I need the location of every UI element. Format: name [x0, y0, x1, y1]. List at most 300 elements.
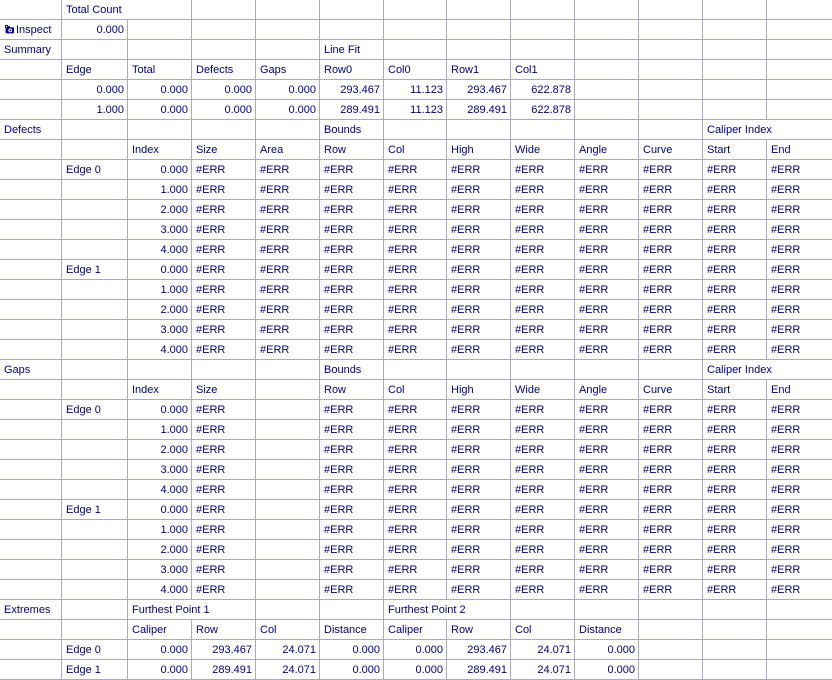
err-cell[interactable] [256, 340, 320, 360]
col-label[interactable] [256, 620, 320, 640]
err-cell[interactable] [511, 580, 575, 600]
err-cell[interactable] [447, 580, 511, 600]
value-cell[interactable] [511, 80, 575, 100]
value-cell[interactable] [384, 640, 447, 660]
err-cell[interactable] [384, 300, 447, 320]
value-cell[interactable] [128, 500, 192, 520]
cell[interactable] [256, 580, 320, 600]
high-label[interactable] [447, 380, 511, 400]
value-cell[interactable] [128, 660, 192, 680]
furthest-point-1-label[interactable] [128, 600, 256, 620]
err-cell[interactable] [320, 480, 384, 500]
err-cell[interactable] [767, 560, 832, 580]
cell[interactable] [767, 0, 832, 20]
err-cell[interactable] [575, 540, 639, 560]
err-cell[interactable] [511, 220, 575, 240]
cell[interactable] [0, 80, 62, 100]
cell[interactable] [575, 0, 639, 20]
err-cell[interactable] [575, 320, 639, 340]
err-cell[interactable] [384, 440, 447, 460]
err-cell[interactable] [639, 180, 703, 200]
err-cell[interactable] [575, 420, 639, 440]
err-cell[interactable] [192, 400, 256, 420]
cell[interactable] [62, 340, 128, 360]
err-cell[interactable] [192, 580, 256, 600]
value-cell[interactable] [511, 660, 575, 680]
cell[interactable] [767, 660, 832, 680]
bounds-label[interactable] [320, 360, 384, 380]
cell[interactable] [0, 340, 62, 360]
err-cell[interactable] [639, 520, 703, 540]
err-cell[interactable] [703, 540, 767, 560]
err-cell[interactable] [575, 220, 639, 240]
edge-0-label[interactable] [62, 640, 128, 660]
cell[interactable] [62, 480, 128, 500]
err-cell[interactable] [192, 540, 256, 560]
err-cell[interactable] [639, 160, 703, 180]
value-cell[interactable] [62, 100, 128, 120]
err-cell[interactable] [192, 260, 256, 280]
err-cell[interactable] [447, 260, 511, 280]
value-cell[interactable] [128, 480, 192, 500]
err-cell[interactable] [384, 420, 447, 440]
cell[interactable] [703, 100, 767, 120]
cell[interactable] [62, 280, 128, 300]
cell[interactable] [62, 240, 128, 260]
row1-label[interactable] [447, 60, 511, 80]
err-cell[interactable] [256, 220, 320, 240]
err-cell[interactable] [320, 220, 384, 240]
cell[interactable] [62, 580, 128, 600]
err-cell[interactable] [767, 400, 832, 420]
err-cell[interactable] [767, 460, 832, 480]
err-cell[interactable] [320, 500, 384, 520]
end-label[interactable] [767, 380, 832, 400]
err-cell[interactable] [256, 180, 320, 200]
err-cell[interactable] [384, 220, 447, 240]
cell[interactable] [511, 20, 575, 40]
cell[interactable] [639, 600, 703, 620]
summary-label[interactable] [0, 40, 62, 60]
err-cell[interactable] [639, 220, 703, 240]
value-cell[interactable] [128, 200, 192, 220]
cell[interactable] [384, 0, 447, 20]
err-cell[interactable] [767, 440, 832, 460]
extremes-label[interactable] [0, 600, 62, 620]
err-cell[interactable] [767, 220, 832, 240]
err-cell[interactable] [575, 160, 639, 180]
cell[interactable] [511, 600, 575, 620]
cell[interactable] [767, 20, 832, 40]
err-cell[interactable] [320, 540, 384, 560]
cell[interactable] [0, 420, 62, 440]
value-cell[interactable] [447, 660, 511, 680]
cell[interactable] [703, 640, 767, 660]
value-cell[interactable] [192, 100, 256, 120]
err-cell[interactable] [320, 420, 384, 440]
cell[interactable] [511, 120, 575, 140]
cell[interactable] [0, 460, 62, 480]
err-cell[interactable] [447, 560, 511, 580]
cell[interactable] [767, 600, 832, 620]
err-cell[interactable] [256, 300, 320, 320]
err-cell[interactable] [575, 460, 639, 480]
value-cell[interactable] [128, 180, 192, 200]
value-cell[interactable] [128, 520, 192, 540]
err-cell[interactable] [511, 160, 575, 180]
cell[interactable] [639, 100, 703, 120]
col1-label[interactable] [511, 60, 575, 80]
edge-label[interactable] [62, 60, 128, 80]
value-cell[interactable] [320, 100, 384, 120]
value-cell[interactable] [575, 640, 639, 660]
value-cell[interactable] [62, 20, 128, 40]
err-cell[interactable] [639, 440, 703, 460]
defects-label[interactable] [192, 60, 256, 80]
cell[interactable] [0, 520, 62, 540]
cell[interactable] [639, 60, 703, 80]
err-cell[interactable] [447, 340, 511, 360]
cell[interactable] [0, 240, 62, 260]
err-cell[interactable] [639, 400, 703, 420]
cell[interactable] [0, 260, 62, 280]
err-cell[interactable] [256, 160, 320, 180]
edge-1-label[interactable] [62, 660, 128, 680]
cell[interactable] [192, 120, 256, 140]
value-cell[interactable] [128, 160, 192, 180]
area-label[interactable] [256, 140, 320, 160]
cell[interactable] [128, 360, 192, 380]
err-cell[interactable] [192, 480, 256, 500]
cell[interactable] [0, 400, 62, 420]
cell[interactable] [384, 40, 447, 60]
value-cell[interactable] [256, 640, 320, 660]
err-cell[interactable] [384, 480, 447, 500]
err-cell[interactable] [639, 540, 703, 560]
cell[interactable] [256, 380, 320, 400]
err-cell[interactable] [320, 260, 384, 280]
err-cell[interactable] [767, 240, 832, 260]
err-cell[interactable] [320, 520, 384, 540]
cell[interactable] [703, 600, 767, 620]
col0-label[interactable] [384, 60, 447, 80]
cell[interactable] [703, 660, 767, 680]
value-cell[interactable] [192, 80, 256, 100]
err-cell[interactable] [320, 160, 384, 180]
err-cell[interactable] [575, 200, 639, 220]
cell[interactable] [62, 600, 128, 620]
err-cell[interactable] [511, 180, 575, 200]
err-cell[interactable] [511, 200, 575, 220]
cell[interactable] [62, 120, 128, 140]
cell[interactable] [575, 40, 639, 60]
cell[interactable] [703, 0, 767, 20]
err-cell[interactable] [639, 280, 703, 300]
cell[interactable] [0, 640, 62, 660]
err-cell[interactable] [767, 180, 832, 200]
wide-label[interactable] [511, 380, 575, 400]
err-cell[interactable] [767, 580, 832, 600]
value-cell[interactable] [511, 100, 575, 120]
cell[interactable] [256, 40, 320, 60]
err-cell[interactable] [320, 180, 384, 200]
cell[interactable] [256, 560, 320, 580]
value-cell[interactable] [128, 540, 192, 560]
err-cell[interactable] [447, 400, 511, 420]
cell[interactable] [0, 500, 62, 520]
wide-label[interactable] [511, 140, 575, 160]
cell[interactable] [0, 200, 62, 220]
cell[interactable] [767, 100, 832, 120]
value-cell[interactable] [128, 100, 192, 120]
cell[interactable] [320, 0, 384, 20]
err-cell[interactable] [192, 320, 256, 340]
err-cell[interactable] [767, 500, 832, 520]
err-cell[interactable] [384, 160, 447, 180]
err-cell[interactable] [192, 420, 256, 440]
err-cell[interactable] [575, 500, 639, 520]
err-cell[interactable] [384, 580, 447, 600]
err-cell[interactable] [256, 260, 320, 280]
size-label[interactable] [192, 380, 256, 400]
caliper-label[interactable] [128, 620, 192, 640]
cell[interactable] [767, 640, 832, 660]
err-cell[interactable] [575, 400, 639, 420]
err-cell[interactable] [192, 180, 256, 200]
caliper-index-label[interactable] [703, 120, 832, 140]
angle-label[interactable] [575, 140, 639, 160]
cell[interactable] [256, 600, 320, 620]
curve-label[interactable] [639, 380, 703, 400]
cell[interactable] [0, 440, 62, 460]
err-cell[interactable] [703, 420, 767, 440]
index-label[interactable] [128, 140, 192, 160]
err-cell[interactable] [320, 340, 384, 360]
err-cell[interactable] [767, 280, 832, 300]
cell[interactable] [62, 620, 128, 640]
cell[interactable] [62, 300, 128, 320]
err-cell[interactable] [639, 500, 703, 520]
err-cell[interactable] [511, 440, 575, 460]
cell[interactable] [256, 540, 320, 560]
err-cell[interactable] [639, 260, 703, 280]
cell[interactable] [62, 140, 128, 160]
err-cell[interactable] [384, 320, 447, 340]
cell[interactable] [575, 360, 639, 380]
high-label[interactable] [447, 140, 511, 160]
err-cell[interactable] [703, 280, 767, 300]
err-cell[interactable] [192, 340, 256, 360]
value-cell[interactable] [447, 80, 511, 100]
value-cell[interactable] [128, 260, 192, 280]
err-cell[interactable] [384, 400, 447, 420]
value-cell[interactable] [128, 340, 192, 360]
err-cell[interactable] [511, 260, 575, 280]
err-cell[interactable] [192, 560, 256, 580]
distance-label[interactable] [320, 620, 384, 640]
gaps-label[interactable] [0, 360, 62, 380]
err-cell[interactable] [384, 180, 447, 200]
err-cell[interactable] [384, 200, 447, 220]
err-cell[interactable] [767, 160, 832, 180]
cell[interactable] [62, 440, 128, 460]
err-cell[interactable] [703, 240, 767, 260]
cell[interactable] [0, 540, 62, 560]
cell[interactable] [575, 20, 639, 40]
cell[interactable] [0, 100, 62, 120]
err-cell[interactable] [575, 340, 639, 360]
cell[interactable] [511, 40, 575, 60]
cell[interactable] [703, 60, 767, 80]
cell[interactable] [767, 620, 832, 640]
cell[interactable] [256, 520, 320, 540]
cell[interactable] [703, 80, 767, 100]
cell[interactable] [703, 20, 767, 40]
err-cell[interactable] [575, 480, 639, 500]
edge-0-label[interactable] [62, 400, 128, 420]
cell[interactable] [511, 0, 575, 20]
cell[interactable] [0, 60, 62, 80]
value-cell[interactable] [256, 80, 320, 100]
edge-1-label[interactable] [62, 500, 128, 520]
err-cell[interactable] [447, 240, 511, 260]
err-cell[interactable] [192, 500, 256, 520]
err-cell[interactable] [575, 180, 639, 200]
furthest-point-2-label[interactable] [384, 600, 511, 620]
err-cell[interactable] [384, 520, 447, 540]
cell[interactable] [128, 120, 192, 140]
cell[interactable] [0, 280, 62, 300]
cell[interactable] [0, 580, 62, 600]
cell[interactable] [575, 600, 639, 620]
err-cell[interactable] [575, 240, 639, 260]
err-cell[interactable] [639, 300, 703, 320]
err-cell[interactable] [256, 320, 320, 340]
err-cell[interactable] [384, 460, 447, 480]
value-cell[interactable] [511, 640, 575, 660]
err-cell[interactable] [703, 560, 767, 580]
err-cell[interactable] [447, 540, 511, 560]
err-cell[interactable] [767, 200, 832, 220]
value-cell[interactable] [128, 460, 192, 480]
cell[interactable] [256, 460, 320, 480]
err-cell[interactable] [447, 420, 511, 440]
err-cell[interactable] [639, 560, 703, 580]
err-cell[interactable] [256, 240, 320, 260]
cell[interactable] [575, 120, 639, 140]
err-cell[interactable] [384, 540, 447, 560]
err-cell[interactable] [575, 440, 639, 460]
err-cell[interactable] [703, 340, 767, 360]
err-cell[interactable] [703, 200, 767, 220]
cell[interactable] [256, 440, 320, 460]
err-cell[interactable] [256, 200, 320, 220]
err-cell[interactable] [703, 260, 767, 280]
inspect-label[interactable] [0, 20, 62, 40]
cell[interactable] [0, 380, 62, 400]
bounds-label[interactable] [320, 120, 384, 140]
row-label[interactable] [192, 620, 256, 640]
err-cell[interactable] [447, 200, 511, 220]
err-cell[interactable] [575, 300, 639, 320]
err-cell[interactable] [767, 480, 832, 500]
err-cell[interactable] [767, 420, 832, 440]
value-cell[interactable] [128, 440, 192, 460]
value-cell[interactable] [256, 100, 320, 120]
cell[interactable] [447, 120, 511, 140]
col-label[interactable] [384, 140, 447, 160]
value-cell[interactable] [320, 640, 384, 660]
err-cell[interactable] [703, 220, 767, 240]
err-cell[interactable] [511, 320, 575, 340]
err-cell[interactable] [511, 280, 575, 300]
cell[interactable] [0, 180, 62, 200]
err-cell[interactable] [639, 200, 703, 220]
cell[interactable] [256, 400, 320, 420]
cell[interactable] [703, 40, 767, 60]
err-cell[interactable] [320, 320, 384, 340]
value-cell[interactable] [128, 300, 192, 320]
col-label[interactable] [511, 620, 575, 640]
err-cell[interactable] [447, 180, 511, 200]
err-cell[interactable] [511, 420, 575, 440]
value-cell[interactable] [128, 580, 192, 600]
cell[interactable] [62, 360, 128, 380]
err-cell[interactable] [192, 200, 256, 220]
start-label[interactable] [703, 380, 767, 400]
cell[interactable] [767, 60, 832, 80]
cell[interactable] [192, 360, 256, 380]
err-cell[interactable] [320, 580, 384, 600]
value-cell[interactable] [128, 640, 192, 660]
err-cell[interactable] [192, 240, 256, 260]
cell[interactable] [0, 660, 62, 680]
cell[interactable] [62, 560, 128, 580]
err-cell[interactable] [447, 220, 511, 240]
cell[interactable] [62, 200, 128, 220]
err-cell[interactable] [639, 420, 703, 440]
caliper-label[interactable] [384, 620, 447, 640]
err-cell[interactable] [447, 500, 511, 520]
value-cell[interactable] [447, 640, 511, 660]
err-cell[interactable] [384, 560, 447, 580]
value-cell[interactable] [128, 560, 192, 580]
err-cell[interactable] [447, 320, 511, 340]
col-label[interactable] [384, 380, 447, 400]
total-label[interactable] [128, 60, 192, 80]
err-cell[interactable] [575, 280, 639, 300]
value-cell[interactable] [128, 280, 192, 300]
err-cell[interactable] [447, 280, 511, 300]
cell[interactable] [256, 420, 320, 440]
err-cell[interactable] [511, 520, 575, 540]
err-cell[interactable] [639, 320, 703, 340]
err-cell[interactable] [447, 460, 511, 480]
cell[interactable] [384, 20, 447, 40]
cell[interactable] [447, 40, 511, 60]
err-cell[interactable] [384, 500, 447, 520]
row0-label[interactable] [320, 60, 384, 80]
cell[interactable] [62, 320, 128, 340]
err-cell[interactable] [192, 440, 256, 460]
err-cell[interactable] [511, 300, 575, 320]
cell[interactable] [384, 360, 447, 380]
err-cell[interactable] [703, 300, 767, 320]
err-cell[interactable] [320, 440, 384, 460]
err-cell[interactable] [447, 480, 511, 500]
row-label[interactable] [320, 380, 384, 400]
edge-0-label[interactable] [62, 160, 128, 180]
